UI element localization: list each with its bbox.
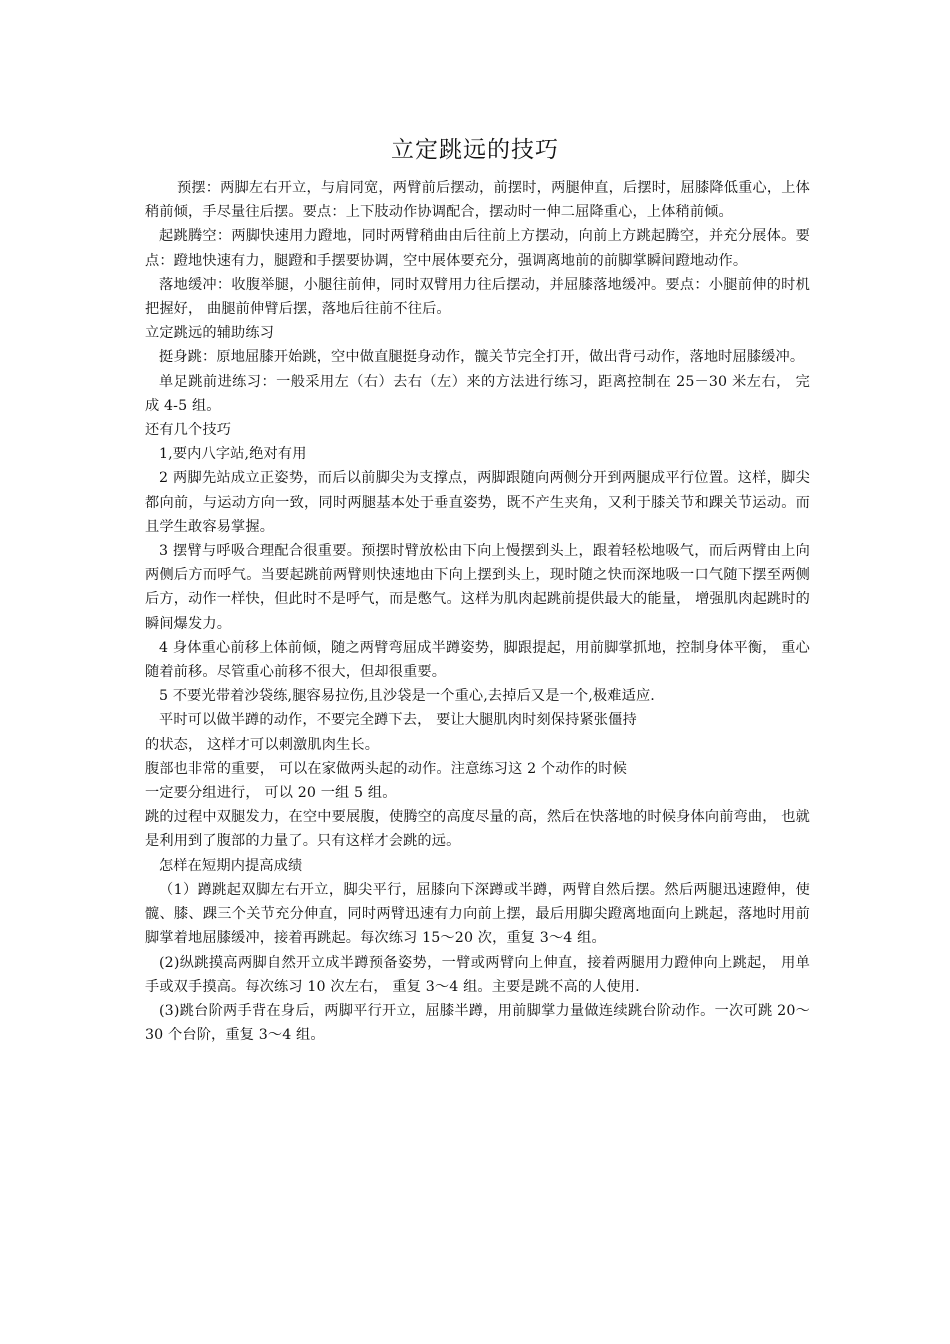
paragraph: 的状态， 这样才可以刺激肌肉生长。 — [145, 736, 380, 753]
paragraph: 单足跳前进练习：一般采用左（右）去右（左）来的方法进行练习，距离控制在 25－30 米左右， 完成 4-5 组。 — [145, 373, 810, 414]
paragraph: 起跳腾空：两脚快速用力蹬地，同时两臂稍曲由后往前上方摆动，向前上方跳起腾空，并充分展体。要点：蹬地快速有力，腿蹬和手摆要协调，空中展体要充分，强调离地前的前脚掌瞬间蹬地动作。 — [145, 228, 810, 269]
paragraph: （1）蹲跳起双脚左右开立，脚尖平行，屈膝向下深蹲或半蹲，两臂自然后摆。然后两腿迅速蹬伸，使髋、膝、踝三个关节充分伸直，同时两臂迅速有力向前上摆，最后用脚尖蹬离地面向上跳起，落地时用前脚掌着地屈膝缓冲，接着再跳起。每次练习 15～20 次，重复 3～4 组。 — [145, 881, 810, 947]
paragraph: 3 摆臂与呼吸合理配合很重要。预摆时臂放松由下向上慢摆到头上，跟着轻松地吸气，而后两臂由上向两侧后方而呼气。当要起跳前两臂则快速地由下向上摆到头上，现时随之快而深地吸一口气随下摆至两侧后方，动作一样快，但此时不是呼气，而是憋气。这样为肌肉起跳前提供最大的能量， 增强肌肉起跳时的瞬间爆发力。 — [145, 543, 810, 632]
paragraph: 立定跳远的辅助练习 — [145, 325, 275, 342]
paragraph: 还有几个技巧 — [145, 422, 232, 439]
paragraph: (2)纵跳摸高两脚自然开立成半蹲预备姿势，一臂或两臂向上伸直，接着两腿用力蹬伸向上跳起， 用单手或双手摸高。每次练习 10 次左右， 重复 3～4 组。主要是跳不高的人使用. — [145, 954, 810, 995]
document-title: 立定跳远的技巧 — [391, 137, 559, 163]
paragraph: 平时可以做半蹲的动作，不要完全蹲下去， 要让大腿肌肉时刻保持紧张僵持 — [159, 712, 637, 729]
paragraph: 4 身体重心前移上体前倾，随之两臂弯屈成半蹲姿势，脚跟提起，用前脚掌抓地，控制身体平衡， 重心随着前移。尽管重心前移不很大，但却很重要。 — [145, 639, 810, 681]
paragraph: 预摆：两脚左右开立，与肩同宽，两臂前后摆动，前摆时，两腿伸直，后摆时，屈膝降低重心，上体稍前倾，手尽量往后摆。要点：上下肢动作协调配合，摆动时一伸二屈降重心，上体稍前倾。 — [145, 180, 810, 221]
paragraph: 挺身跳：原地屈膝开始跳，空中做直腿挺身动作，髋关节完全打开，做出背弓动作，落地时屈膝缓冲。 — [159, 349, 805, 366]
paragraph: 5 不要光带着沙袋练,腿容易拉伤,且沙袋是一个重心,去掉后又是一个,极难适应. — [159, 688, 655, 705]
paragraph: 一定要分组进行， 可以 20 一组 5 组。 — [145, 785, 397, 802]
paragraph: 落地缓冲：收腹举腿，小腿往前伸，同时双臂用力往后摆动，并屈膝落地缓冲。要点：小腿前伸的时机把握好， 曲腿前伸臂后摆，落地后往前不往后。 — [145, 276, 810, 318]
document-body — [145, 176, 810, 1047]
paragraph: (3)跳台阶两手背在身后，两脚平行开立，屈膝半蹲，用前脚掌力量做连续跳台阶动作。一次可跳 20～30 个台阶，重复 3～4 组。 — [145, 1002, 810, 1044]
paragraph: 怎样在短期内提高成绩 — [159, 857, 303, 874]
paragraph: 2 两脚先站成立正姿势，而后以前脚尖为支撑点，两脚跟随向两侧分开到两腿成平行位置。这样，脚尖都向前，与运动方向一致，同时两腿基本处于垂直姿势，既不产生夹角，又利于膝关节和踝关节运动。而且学生敢容易掌握。 — [145, 470, 810, 535]
paragraph: 跳的过程中双腿发力，在空中要展腹，使腾空的高度尽量的高，然后在快落地的时候身体向前弯曲， 也就是利用到了腹部的力量了。只有这样才会跳的远。 — [145, 809, 810, 850]
paragraph: 1,要内八字站,绝对有用 — [159, 446, 307, 463]
paragraph: 腹部也非常的重要， 可以在家做两头起的动作。注意练习这 2 个动作的时候 — [145, 760, 627, 777]
